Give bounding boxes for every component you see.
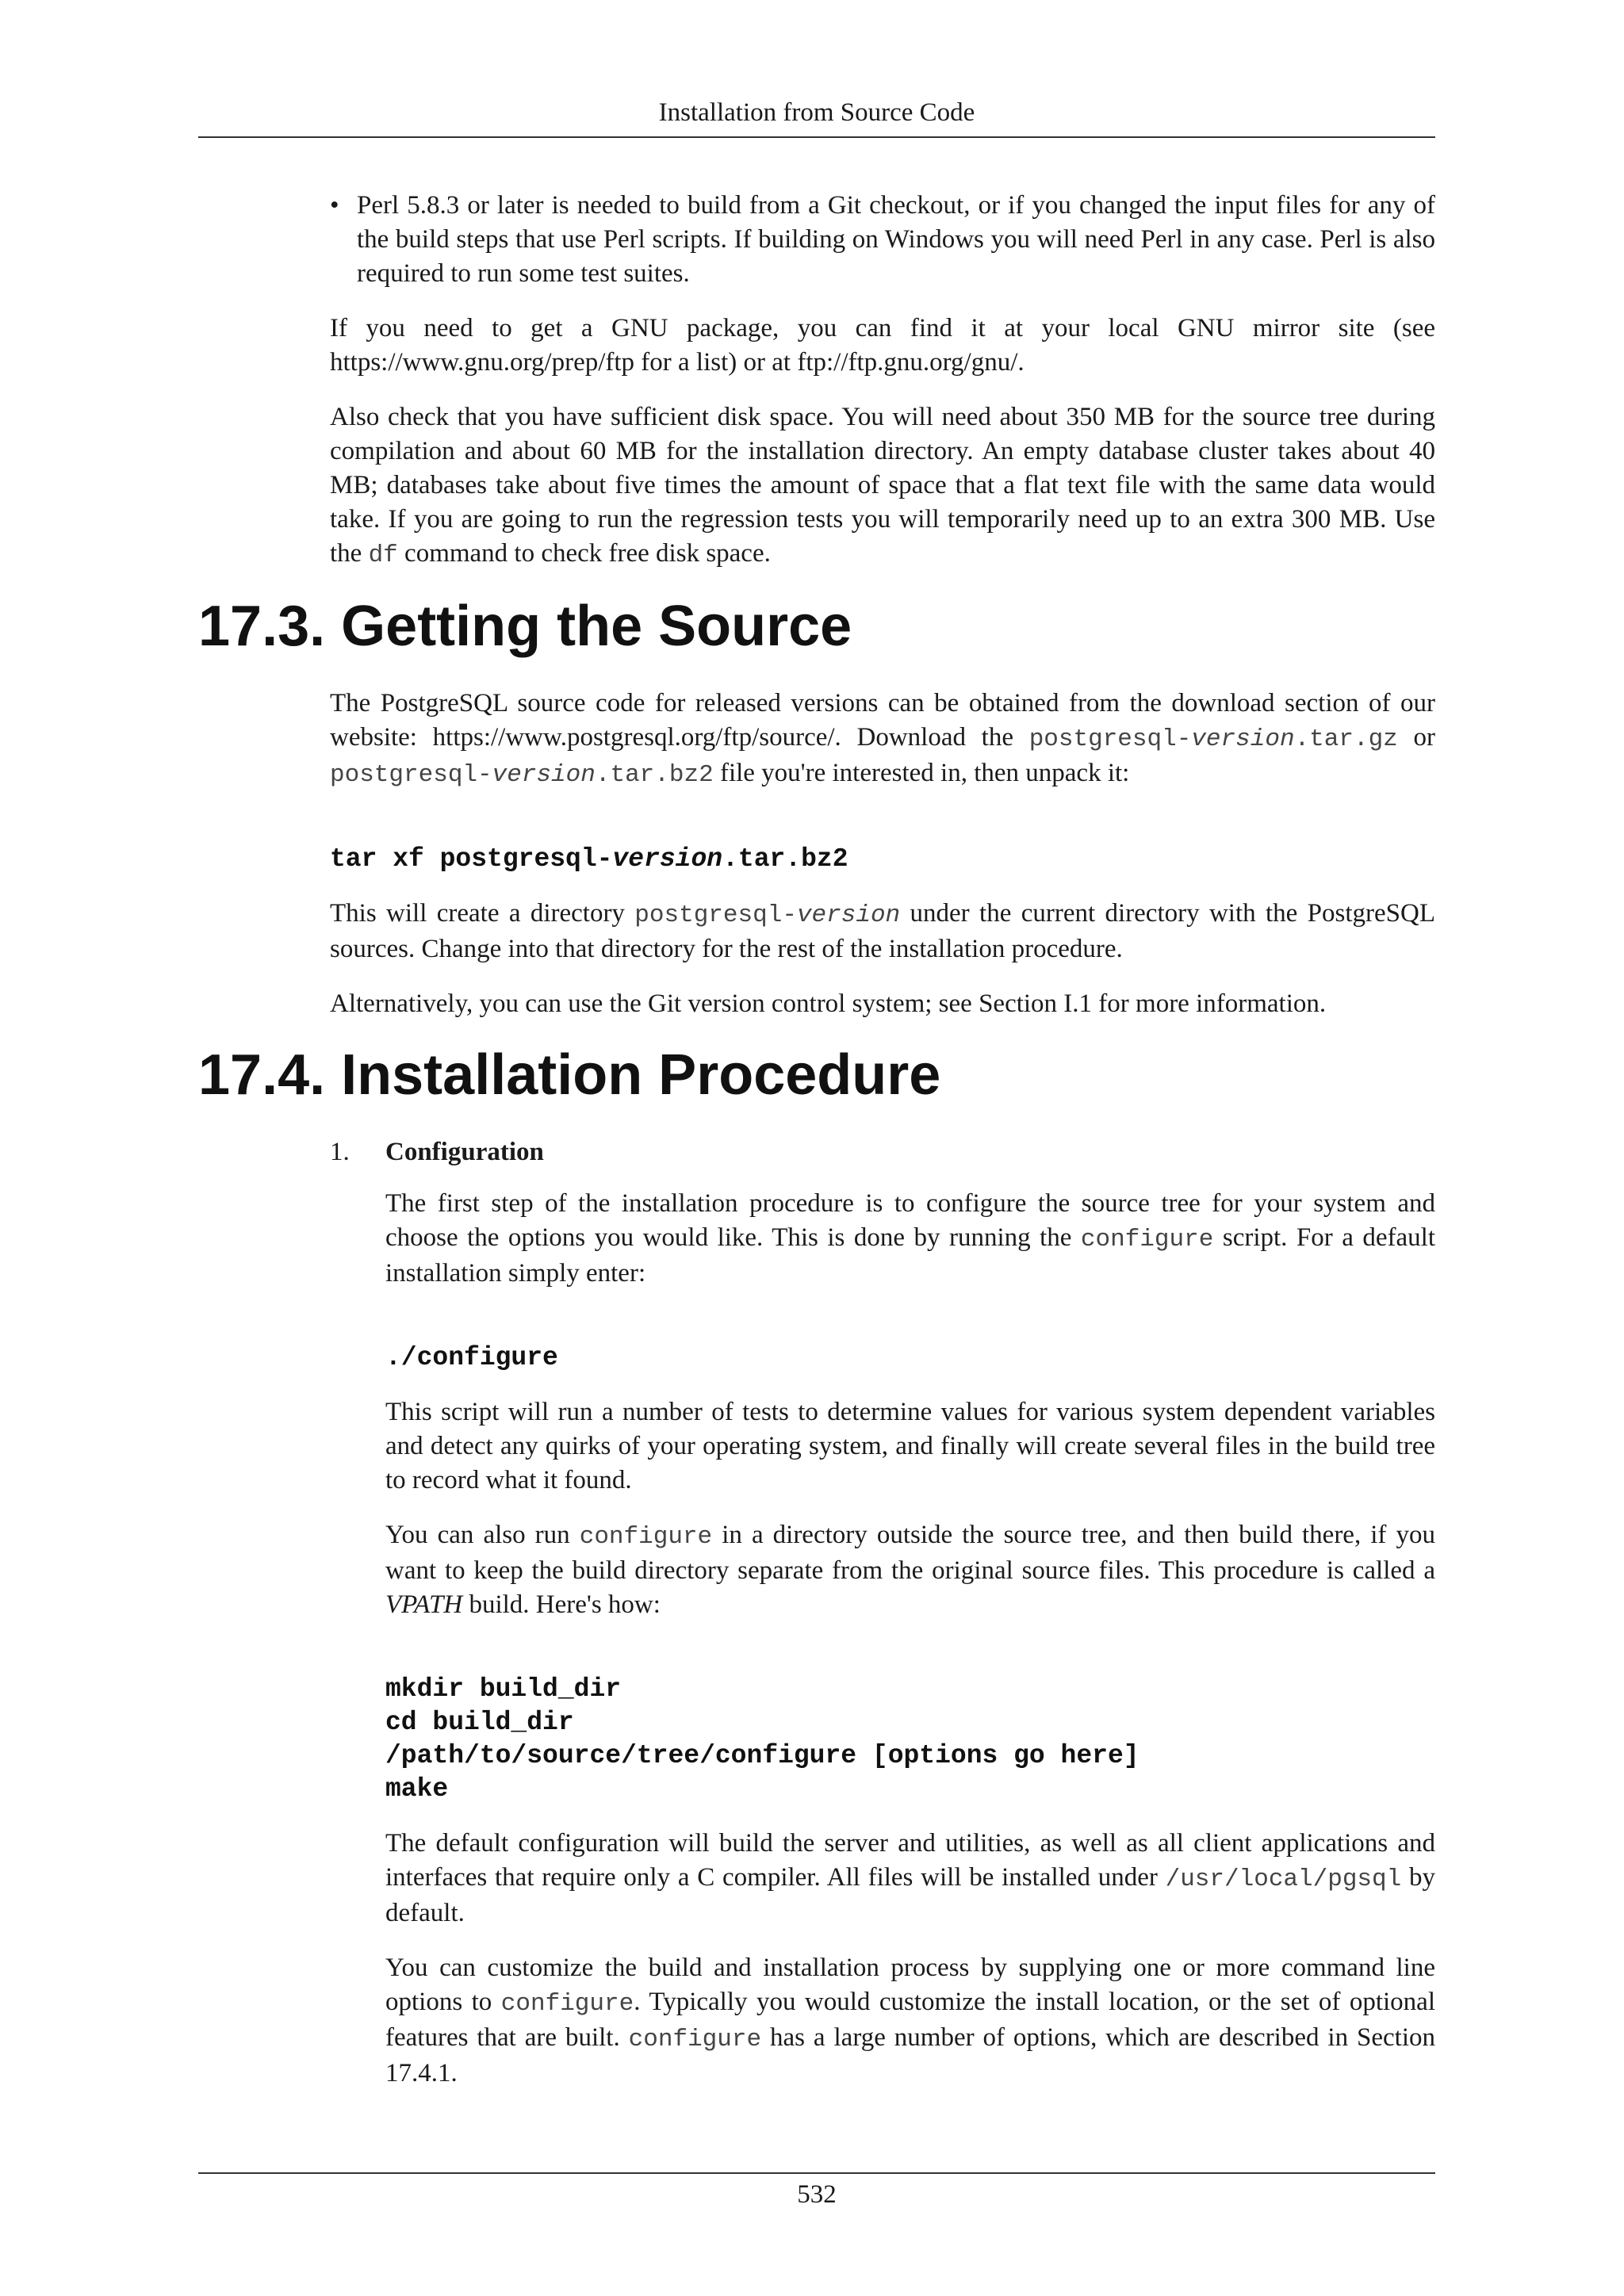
step-number: 1. [330, 1138, 350, 1166]
inline-code: configure [1080, 1226, 1214, 1253]
inline-code: df [368, 541, 398, 569]
inline-code: configure [500, 1990, 634, 2018]
directory-paragraph: This will create a directory postgresql-version under the current directory with the PostgreSQL sources. Change into that directory for the rest of the installation procedure. [330, 899, 1435, 963]
git-paragraph: Alternatively, you can use the Git version control system; see Section I.1 for more information. [330, 989, 1327, 1018]
inline-code: postgresql-version [634, 901, 901, 929]
configure-command: ./configure [385, 1343, 558, 1372]
inline-code: configure [628, 2026, 762, 2053]
header-rule [198, 136, 1435, 138]
page-body [0, 189, 1624, 2111]
customize-paragraph: You can customize the build and installation process by supplying one or more command line options to configure. Typically you would customize the install location, or the set of optional features that are built. configure has a large number of options, which are described in Section 17.4.1. [385, 1954, 1435, 2087]
running-header: Installation from Source Code [658, 98, 975, 127]
list-item [330, 189, 1435, 291]
inline-code: postgresql-version.tar.bz2 [330, 761, 714, 789]
getting-source-block [330, 687, 1435, 1021]
download-paragraph: The PostgreSQL source code for released versions can be obtained from the download section of our website: https://www.postgresql.org/ftp/source/. Download the postgresql-version.tar.gz or postgresql-version.tar.bz2 file you're interested in, then unpack it: [330, 689, 1435, 789]
inline-code: configure [579, 1523, 713, 1551]
vpath-term: VPATH [385, 1590, 463, 1619]
page-number: 532 [797, 2180, 837, 2209]
footer-rule [198, 2172, 1435, 2174]
section-heading-17-4: 17.4. Installation Procedure [198, 1043, 941, 1107]
unpack-command: tar xf postgresql-version.tar.bz2 [330, 844, 848, 874]
inline-code: /usr/local/pgsql [1165, 1866, 1402, 1893]
vpath-paragraph: You can also run configure in a directory outside the source tree, and then build there, if you want to keep the build directory separate from the original source files. This procedure is called a VPATH build. Here's how: [385, 1521, 1435, 1619]
configuration-step [385, 1187, 1435, 2091]
vpath-commands: mkdir build_dir cd build_dir /path/to/source/tree/configure [options go here] make [385, 1674, 1139, 1804]
section-heading-17-3: 17.3. Getting the Source [198, 595, 852, 658]
gnu-paragraph: If you need to get a GNU package, you can find it at your local GNU mirror site (see https://www.gnu.org/prep/ftp for a list) or at ftp://ftp.gnu.org/gnu/. [330, 314, 1435, 377]
step-title: Configuration [385, 1138, 544, 1166]
configure-intro-paragraph: The first step of the installation procedure is to configure the source tree for your system and choose the options you would like. This is done by running the configure script. For a default installation simply enter: [385, 1189, 1435, 1288]
perl-requirement: Perl 5.8.3 or later is needed to build from a Git checkout, or if you changed the input files for any of the build steps that use Perl scripts. If building on Windows you will need Perl in any case. Perl is also required to run some test suites. [357, 191, 1435, 288]
default-config-paragraph: The default configuration will build the server and utilities, as well as all client applications and interfaces that require only a C compiler. All files will be installed under /usr/local/pgsql by default. [385, 1829, 1436, 1927]
inline-code: postgresql-version.tar.gz [1028, 725, 1398, 753]
disk-space-paragraph: Also check that you have sufficient disk space. You will need about 350 MB for the source tree during compilation and about 60 MB for the installation directory. An empty database cluster takes about 40 MB; databases take about five times the amount of space that a flat text file with the same data would take. If you are going to run the regression tests you will temporarily need up to an extra 300 MB. Use the df command to check free disk space. [330, 403, 1435, 569]
step-heading [330, 1135, 1624, 1169]
requirements-block [330, 189, 1435, 572]
bullet-icon: • [330, 191, 339, 220]
configure-tests-paragraph: This script will run a number of tests to determine values for various system dependent variables and detect any quirks of your operating system, and finally will create several files in the build tree to record what it found. [385, 1398, 1435, 1494]
